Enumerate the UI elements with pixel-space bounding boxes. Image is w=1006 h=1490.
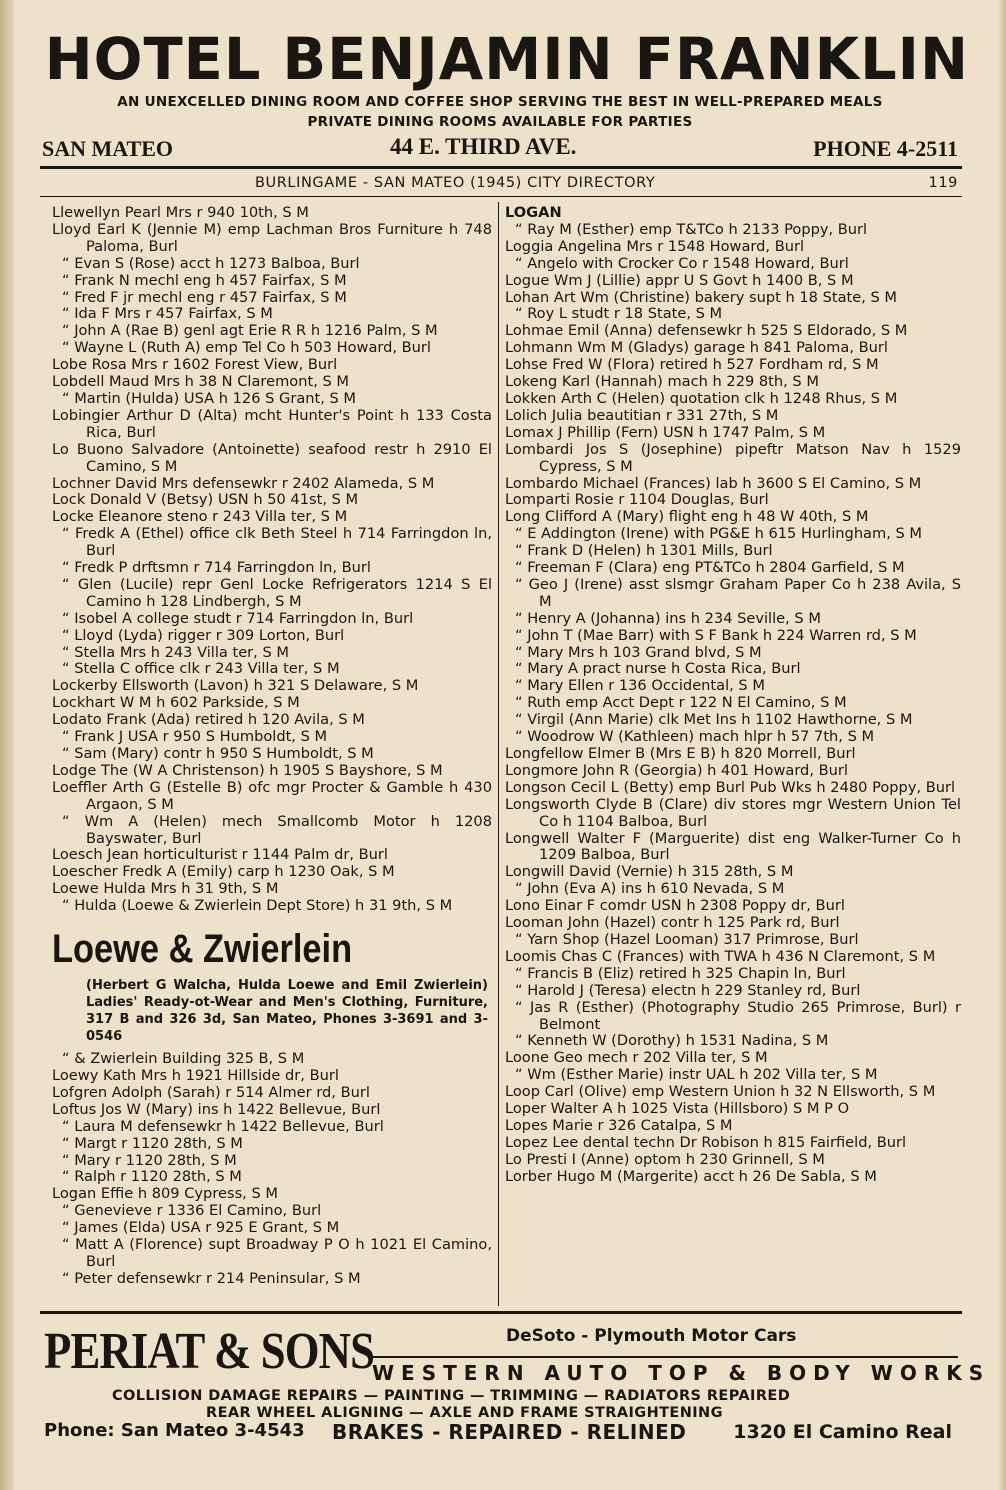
directory-entry: Loomis Chas C (Frances) with TWA h 436 N Claremont, S M: [505, 947, 936, 965]
directory-entry: “ Virgil (Ann Marie) clk Met Ins h 1102 Hawthorne, S M: [515, 711, 913, 729]
directory-entry: Longfellow Elmer B (Mrs E B) h 820 Morrell, Burl: [505, 745, 856, 762]
directory-entry: Lo Buono Salvadore (Antoinette) seafood restr h 2910 El Camino, S M: [52, 440, 492, 475]
directory-entry: “ Lloyd (Lyda) rigger r 309 Lorton, Burl: [62, 626, 345, 644]
directory-entry: Longsworth Clyde B (Clare) div stores mgr Western Union Tel Co h 1104 Balboa, Burl: [505, 795, 961, 830]
directory-entry: Logue Wm J (Lillie) appr U S Govt h 1400 B, S M: [505, 271, 854, 289]
directory-entry: “ Matt A (Florence) supt Broadway P O h 1021 El Camino, Burl: [62, 1236, 492, 1270]
directory-entry: “ Evan S (Rose) acct h 1273 Balboa, Burl: [62, 254, 360, 272]
directory-entry: “ Glen (Lucile) repr Genl Locke Refrigerators 1214 S El Camino h 128 Lindbergh, S M: [62, 575, 492, 610]
page-edge-shadow: [998, 0, 1006, 1490]
directory-entry: “ E Addington (Irene) with PG&E h 615 Hurlingham, S M: [515, 525, 922, 543]
directory-entry: “ Ida F Mrs r 457 Fairfax, S M: [62, 305, 273, 323]
directory-entry: Loftus Jos W (Mary) ins h 1422 Bellevue, Burl: [52, 1100, 381, 1118]
directory-entry: “ Stella C office clk r 243 Villa ter, S M: [62, 660, 340, 678]
running-head-rule: [40, 196, 962, 197]
left-entries-before-ad: [52, 205, 492, 915]
directory-entry: Lockhart W M h 602 Parkside, S M: [52, 694, 300, 712]
directory-entry: Loescher Fredk A (Emily) carp h 1230 Oak, S M: [52, 863, 395, 881]
directory-entry: Locke Eleanore steno r 243 Villa ter, S M: [52, 508, 348, 526]
periat-ad-desoto: DeSoto - Plymouth Motor Cars: [506, 1326, 797, 1346]
directory-entry: “ Genevieve r 1336 El Camino, Burl: [62, 1202, 322, 1220]
hotel-ad-contact-row: [40, 134, 960, 162]
directory-entry: Loop Carl (Olive) emp Western Union h 32 N Ellsworth, S M: [505, 1083, 936, 1101]
directory-entry: “ Yarn Shop (Hazel Looman) 317 Primrose, Burl: [515, 930, 859, 948]
directory-entry: Loewy Kath Mrs h 1921 Hillside dr, Burl: [52, 1066, 339, 1084]
directory-entry: Llewellyn Pearl Mrs r 940 10th, S M: [52, 204, 309, 221]
periat-ad-western: WESTERN AUTO TOP & BODY WORKS: [372, 1356, 958, 1385]
directory-entry: Lorber Hugo M (Margerite) acct h 26 De Sabla, S M: [505, 1167, 877, 1185]
directory-entry: Lopes Marie r 326 Catalpa, S M: [505, 1116, 733, 1134]
directory-entry: “ James (Elda) USA r 925 E Grant, S M: [62, 1219, 340, 1237]
directory-entry: Loewe Hulda Mrs h 31 9th, S M: [52, 880, 279, 898]
directory-entry: “ Wm A (Helen) mech Smallcomb Motor h 1208 Bayswater, Burl: [62, 812, 492, 847]
periat-ad-phone: Phone: San Mateo 3-4543: [44, 1420, 305, 1441]
directory-entry: Lombardo Michael (Frances) lab h 3600 S El Camino, S M: [505, 474, 922, 492]
directory-entry: “ Frank N mechl eng h 457 Fairfax, S M: [62, 271, 347, 289]
directory-entry: Loeffler Arth G (Estelle B) ofc mgr Procter & Gamble h 430 Argaon, S M: [52, 778, 492, 813]
directory-entry: Lochner David Mrs defensewkr r 2402 Alameda, S M: [52, 474, 435, 492]
directory-entry: Lopez Lee dental techn Dr Robison h 815 Fairfield, Burl: [505, 1133, 907, 1151]
directory-entry: Long Clifford A (Mary) flight eng h 48 W 40th, S M: [505, 508, 869, 526]
directory-entry: Lohan Art Wm (Christine) bakery supt h 18 State, S M: [505, 288, 898, 306]
directory-entry: Longson Cecil L (Betty) emp Burl Pub Wks h 2480 Poppy, Burl: [505, 778, 956, 796]
periat-ad-address: 1320 El Camino Real: [733, 1421, 952, 1443]
running-head-title: BURLINGAME - SAN MATEO (1945) CITY DIRECTORY: [255, 175, 656, 191]
directory-entry: “ Jas R (Esther) (Photography Studio 265 Primrose, Burl) r Belmont: [515, 998, 961, 1033]
directory-entry: “ Mary Mrs h 103 Grand blvd, S M: [515, 643, 762, 661]
directory-entry: Lockerby Ellsworth (Lavon) h 321 S Delaware, S M: [52, 677, 419, 695]
directory-entry: “ Woodrow W (Kathleen) mach hlpr h 57 7th, S M: [515, 728, 875, 746]
directory-entry: “ Fredk P drftsmn r 714 Farringdon ln, Burl: [62, 559, 371, 577]
directory-entry: Logan Effie h 809 Cypress, S M: [52, 1185, 278, 1203]
hotel-ad-private-dining: PRIVATE DINING ROOMS AVAILABLE FOR PARTIES: [307, 114, 693, 130]
directory-entry: “ Fred F jr mechl eng r 457 Fairfax, S M: [62, 288, 347, 306]
directory-entry: Lohmann Wm M (Gladys) garage h 841 Paloma, Burl: [505, 339, 888, 357]
directory-entry: “ Wayne L (Ruth A) emp Tel Co h 503 Howard, Burl: [62, 339, 431, 357]
left-column: [52, 205, 492, 1288]
directory-entry: “ Isobel A college studt r 714 Farringdon ln, Burl: [62, 609, 414, 627]
loewe-zwierlein-advertisement: [52, 925, 492, 1045]
directory-entry: “ Geo J (Irene) asst slsmgr Graham Paper Co h 238 Avila, S M: [515, 575, 961, 610]
directory-entry: Lobdell Maud Mrs h 38 N Claremont, S M: [52, 373, 349, 391]
directory-entry: “ John A (Rae B) genl agt Erie R R h 1216 Palm, S M: [62, 322, 438, 340]
periat-advertisement: [40, 1312, 991, 1472]
directory-entry: Lokeng Karl (Hannah) mach h 229 8th, S M: [505, 373, 819, 391]
directory-entry: “ & Zwierlein Building 325 B, S M: [62, 1050, 305, 1068]
page-number: 119: [928, 175, 958, 191]
directory-entry: “ Sam (Mary) contr h 950 S Humboldt, S M: [62, 745, 374, 762]
top-rule: [40, 166, 962, 169]
directory-entry: Lofgren Adolph (Sarah) r 514 Almer rd, Burl: [52, 1083, 370, 1101]
directory-entry: Lolich Julia beautitian r 331 27th, S M: [505, 406, 779, 424]
hotel-ad-address: 44 E. THIRD AVE.: [390, 134, 577, 159]
directory-entry: Loone Geo mech r 202 Villa ter, S M: [505, 1049, 768, 1067]
directory-entry: Looman John (Hazel) contr h 125 Park rd, Burl: [505, 914, 840, 932]
loewe-ad-body: (Herbert G Walcha, Hulda Loewe and Emil Zwierlein) Ladies' Ready-ot-Wear and Men's Clothing, Furniture, 317 B and 326 3d, San Mateo, Phones 3-3691 and 3-0546: [86, 978, 488, 1045]
directory-entry: “ Francis B (Eliz) retired h 325 Chapin ln, Burl: [515, 964, 846, 982]
directory-entry: Lohmae Emil (Anna) defensewkr h 525 S Eldorado, S M: [505, 322, 908, 340]
directory-entry: “ John (Eva A) ins h 610 Nevada, S M: [515, 880, 785, 898]
right-column: [505, 205, 961, 1186]
directory-entry: Lobe Rosa Mrs r 1602 Forest View, Burl: [52, 356, 338, 374]
directory-entry: “ Martin (Hulda) USA h 126 S Grant, S M: [62, 389, 357, 407]
loewe-ad-name: Loewe & Zwierlein: [52, 927, 353, 972]
column-guide-word: LOGAN: [505, 204, 562, 221]
hotel-ad-city: SAN MATEO: [42, 136, 173, 161]
directory-entry: Lomax J Phillip (Fern) USN h 1747 Palm, S M: [505, 423, 826, 441]
directory-entry: “ John T (Mae Barr) with S F Bank h 224 Warren rd, S M: [515, 626, 917, 644]
directory-entry: Loggia Angelina Mrs r 1548 Howard, Burl: [505, 237, 805, 255]
hotel-ad-title: HOTEL BENJAMIN FRANKLIN: [44, 25, 970, 93]
running-head: [40, 173, 962, 195]
directory-entry: “ Fredk A (Ethel) office clk Beth Steel h 714 Farringdon ln, Burl: [62, 525, 492, 560]
directory-entry: Longmore John R (Georgia) h 401 Howard, Burl: [505, 761, 848, 779]
directory-entry: “ Margt r 1120 28th, S M: [62, 1134, 243, 1152]
directory-entry: Lohse Fred W (Flora) retired h 527 Fordham rd, S M: [505, 356, 879, 374]
directory-entry: “ Stella Mrs h 243 Villa ter, S M: [62, 643, 289, 661]
left-entries-after-ad: [52, 1051, 492, 1288]
directory-entry: “ Hulda (Loewe & Zwierlein Dept Store) h 31 9th, S M: [62, 897, 453, 915]
directory-entry: “ Mary Ellen r 136 Occidental, S M: [515, 677, 765, 695]
hotel-ad-tagline: AN UNEXCELLED DINING ROOM AND COFFEE SHOP SERVING THE BEST IN WELL-PREPARED MEALS: [117, 94, 883, 110]
directory-entry: “ Freeman F (Clara) eng PT&TCo h 2804 Garfield, S M: [515, 559, 905, 577]
directory-entry: Loesch Jean horticulturist r 1144 Palm dr, Burl: [52, 846, 388, 864]
directory-entry: “ Ray M (Esther) emp T&TCo h 2133 Poppy, Burl: [515, 220, 868, 238]
directory-entry: Lomparti Rosie r 1104 Douglas, Burl: [505, 491, 769, 509]
directory-entry: “ Wm (Esther Marie) instr UAL h 202 Villa ter, S M: [515, 1066, 878, 1084]
directory-entry: Loper Walter A h 1025 Vista (Hillsboro) S M P O: [505, 1100, 850, 1118]
directory-entry: “ Frank D (Helen) h 1301 Mills, Burl: [515, 542, 773, 560]
periat-ad-name: PERIAT & SONS: [44, 1323, 375, 1380]
directory-entry: Lodge The (W A Christenson) h 1905 S Bayshore, S M: [52, 761, 443, 779]
directory-entry: “ Frank J USA r 950 S Humboldt, S M: [62, 728, 328, 746]
right-entries: [505, 222, 961, 1186]
directory-entry: Longwell Walter F (Marguerite) dist eng Walker-Turner Co h 1209 Balboa, Burl: [505, 829, 961, 864]
directory-entry: Lodato Frank (Ada) retired h 120 Avila, S M: [52, 711, 365, 729]
directory-entry: Lobingier Arthur D (Alta) mcht Hunter's Point h 133 Costa Rica, Burl: [52, 406, 492, 441]
directory-entry: “ Mary r 1120 28th, S M: [62, 1151, 237, 1169]
periat-ad-alignment: REAR WHEEL ALIGNING — AXLE AND FRAME STRAIGHTENING: [206, 1405, 723, 1421]
periat-ad-brakes: BRAKES - REPAIRED - RELINED: [332, 1420, 687, 1444]
column-divider: [498, 202, 499, 1306]
directory-entry: “ Roy L studt r 18 State, S M: [515, 305, 723, 323]
directory-entry: Lock Donald V (Betsy) USN h 50 41st, S M: [52, 491, 359, 509]
directory-entry: Lloyd Earl K (Jennie M) emp Lachman Bros Furniture h 748 Paloma, Burl: [52, 220, 492, 255]
directory-entry: “ Henry A (Johanna) ins h 234 Seville, S M: [515, 609, 821, 627]
directory-entry: “ Laura M defensewkr h 1422 Bellevue, Burl: [62, 1117, 384, 1135]
directory-entry: “ Angelo with Crocker Co r 1548 Howard, Burl: [515, 254, 849, 272]
directory-entry: “ Mary A pract nurse h Costa Rica, Burl: [515, 660, 801, 678]
hotel-ad-phone: PHONE 4-2511: [813, 136, 958, 161]
directory-entry: Lombardi Jos S (Josephine) pipeftr Matson Nav h 1529 Cypress, S M: [505, 440, 961, 475]
directory-entry: Lono Einar F comdr USN h 2308 Poppy dr, Burl: [505, 897, 845, 915]
periat-ad-services: COLLISION DAMAGE REPAIRS — PAINTING — TRIMMING — RADIATORS REPAIRED: [112, 1388, 791, 1404]
directory-entry: “ Ralph r 1120 28th, S M: [62, 1168, 242, 1186]
directory-entry: “ Ruth emp Acct Dept r 122 N El Camino, S M: [515, 694, 847, 712]
directory-entry: “ Kenneth W (Dorothy) h 1531 Nadina, S M: [515, 1032, 829, 1050]
directory-entry: Longwill David (Vernie) h 315 28th, S M: [505, 863, 794, 881]
directory-entry: “ Peter defensewkr r 214 Peninsular, S M: [62, 1269, 361, 1287]
directory-entry: Lokken Arth C (Helen) quotation clk h 1248 Rhus, S M: [505, 389, 898, 407]
page-spine-shadow: [0, 0, 14, 1490]
hotel-advertisement: [40, 25, 970, 162]
directory-entry: “ Harold J (Teresa) electn h 229 Stanley rd, Burl: [515, 981, 861, 999]
directory-entry: Lo Presti I (Anne) optom h 230 Grinnell, S M: [505, 1150, 825, 1168]
